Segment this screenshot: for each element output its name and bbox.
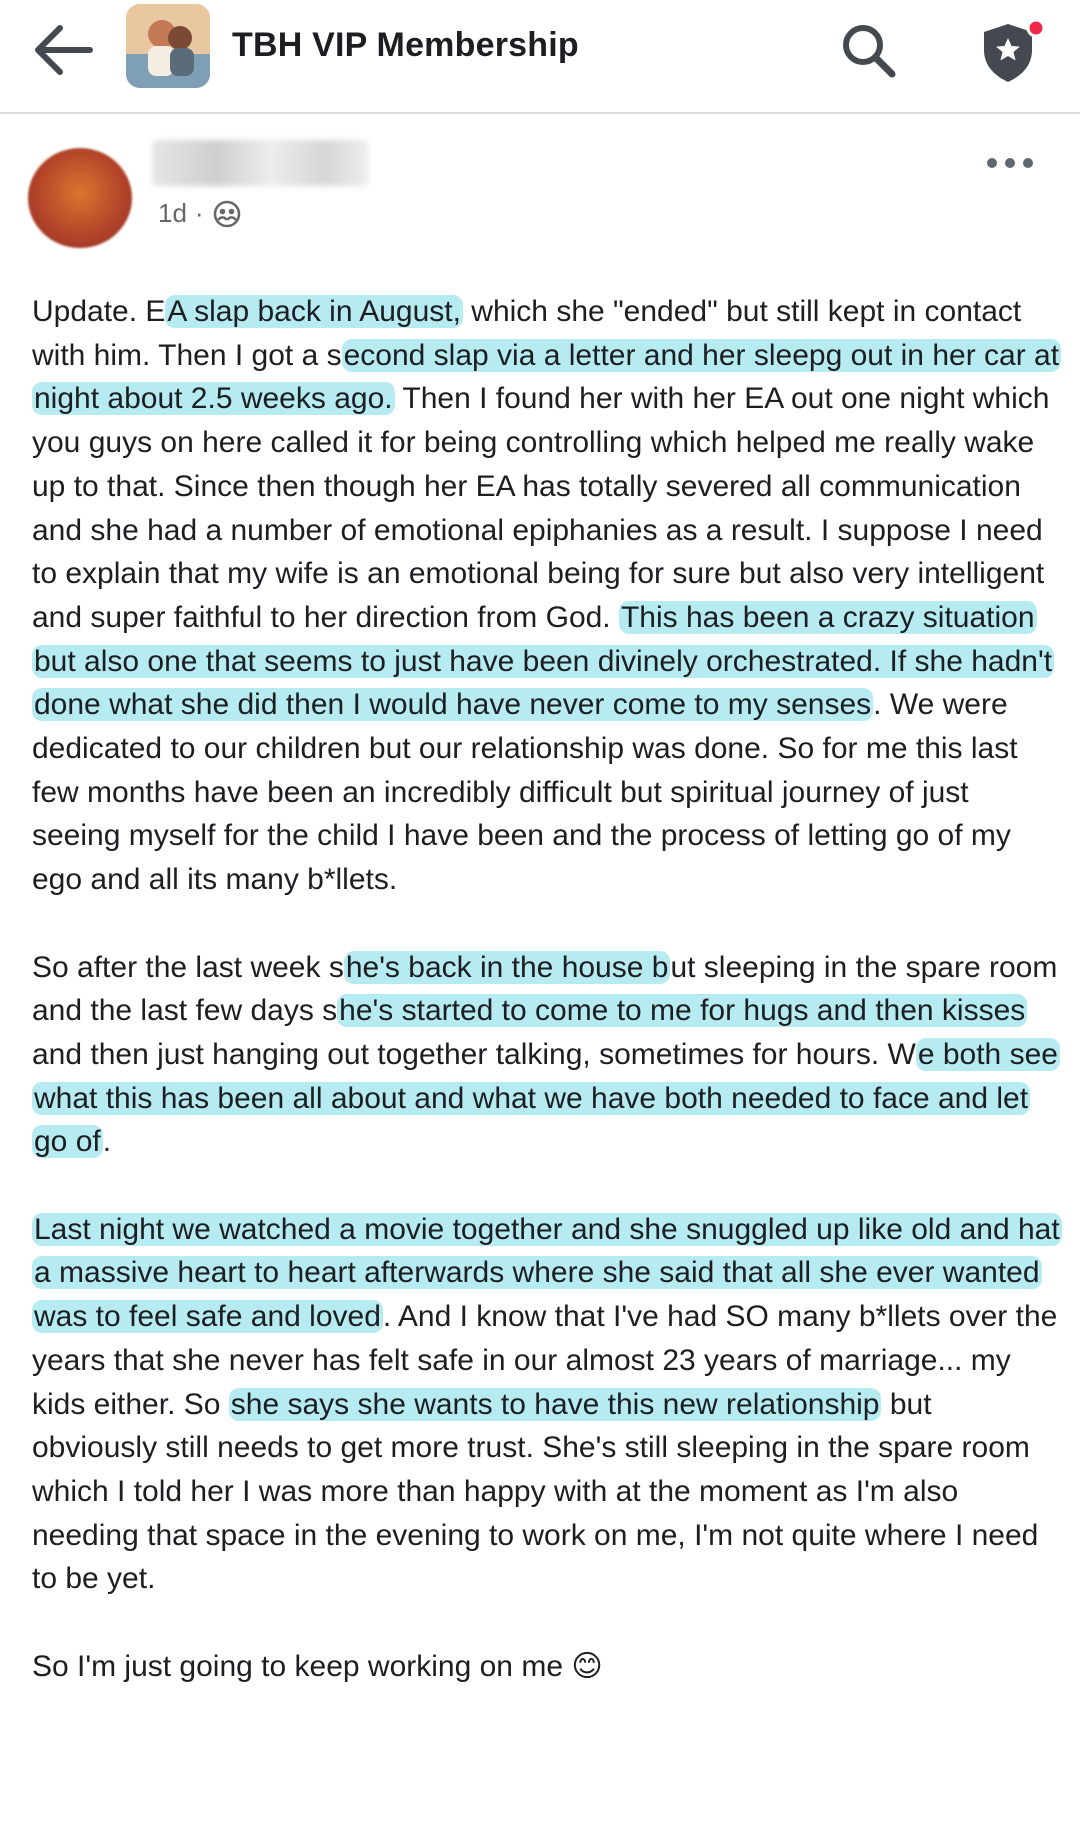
app-header (0, 0, 1080, 114)
post-timestamp[interactable]: 1d (158, 198, 187, 228)
meta-separator: · (194, 198, 204, 228)
highlighted-text: he's back in the house b (345, 950, 669, 984)
post-header (0, 130, 1080, 250)
post-text: ut sleeping in the spare room and the last few days s (32, 950, 1058, 1028)
highlighted-text: This has been a crazy situation but also one that seems to just have been divinely orchestrated. If she hadn't done what she did then I would have never come to my senses (34, 600, 1053, 722)
notification-dot (1028, 20, 1044, 36)
highlighted-text: Last night we watched a movie together and she snuggled up like old and hat a massive heart to heart afterwards where she said that all she ever wanted was to feel safe and loved (34, 1212, 1060, 1334)
search-button[interactable] (838, 20, 898, 80)
post-paragraph-4 (32, 1645, 1062, 1689)
admin-tools-button[interactable] (976, 16, 1046, 86)
group-members-icon (212, 199, 242, 229)
post-text: which she "ended" but still kept in contact with him. Then I got a s (32, 295, 1022, 372)
post-text: Then I found her with her EA out one night which you guys on here called it for being controlling which helped me really wake up to that. Since then though her EA has totally severed all communication and she had a number of emotional epiphanies as a result. I suppose I need to explain that my wife is an emotional being for sure but also very intelligent and super faithful to her direction from God. (32, 382, 1050, 634)
post-text: Update. E (32, 295, 166, 328)
arrow-left-icon (28, 20, 98, 80)
highlighted-text: he's started to come to me for hugs and then kisses (339, 994, 1026, 1028)
post-body (32, 290, 1062, 1688)
post-text: So after the last week s (32, 950, 344, 984)
post-meta (158, 198, 242, 229)
post-text: So I'm just going to keep working on me 😊 (32, 1649, 603, 1683)
post-paragraph-1 (32, 290, 1062, 902)
post-text: and then just hanging out together talking, sometimes for hours. W (32, 1037, 916, 1071)
post-text: but obviously still needs to get more trust. She's still sleeping in the spare room which I told her I was more than happy with at the moment as I'm also needing that space in the evening to work on me, I'm not quite where I need to be yet. (32, 1387, 1039, 1596)
search-icon (838, 20, 898, 80)
post-paragraph-2 (32, 946, 1062, 1165)
author-avatar[interactable] (28, 148, 132, 248)
post-more-button[interactable] (982, 148, 1038, 178)
highlighted-text: econd slap via a letter and her sleepg out in her car at night about 2.5 weeks ago. (34, 338, 1060, 416)
group-cover-thumbnail[interactable] (126, 4, 210, 88)
highlighted-text: she says she wants to have this new relationship (230, 1387, 880, 1421)
group-photo-image (126, 4, 210, 88)
post-text: . We were dedicated to our children but our relationship was done. So for me this last few months have been an incredibly difficult but spiritual journey of just seeing myself for the child I have been and the process of letting go of my ego and all its many b*llets. (32, 688, 1018, 897)
highlighted-text: A slap back in August, (167, 295, 461, 328)
post-paragraph-3 (32, 1208, 1062, 1601)
more-horizontal-icon (982, 148, 1038, 178)
highlighted-text: e both see what this has been all about and what we have both needed to face and let go of (34, 1037, 1058, 1159)
post-text: . And I know that I've had SO many b*llets over the years that she never has felt safe in our almost 23 years of marriage... my kids either. So (32, 1300, 1058, 1421)
shield-star-icon (976, 16, 1046, 86)
post-text: . (102, 1125, 112, 1159)
author-name-redacted[interactable] (152, 140, 368, 186)
group-title[interactable]: TBH VIP Membership (232, 26, 579, 64)
back-button[interactable] (28, 20, 98, 80)
